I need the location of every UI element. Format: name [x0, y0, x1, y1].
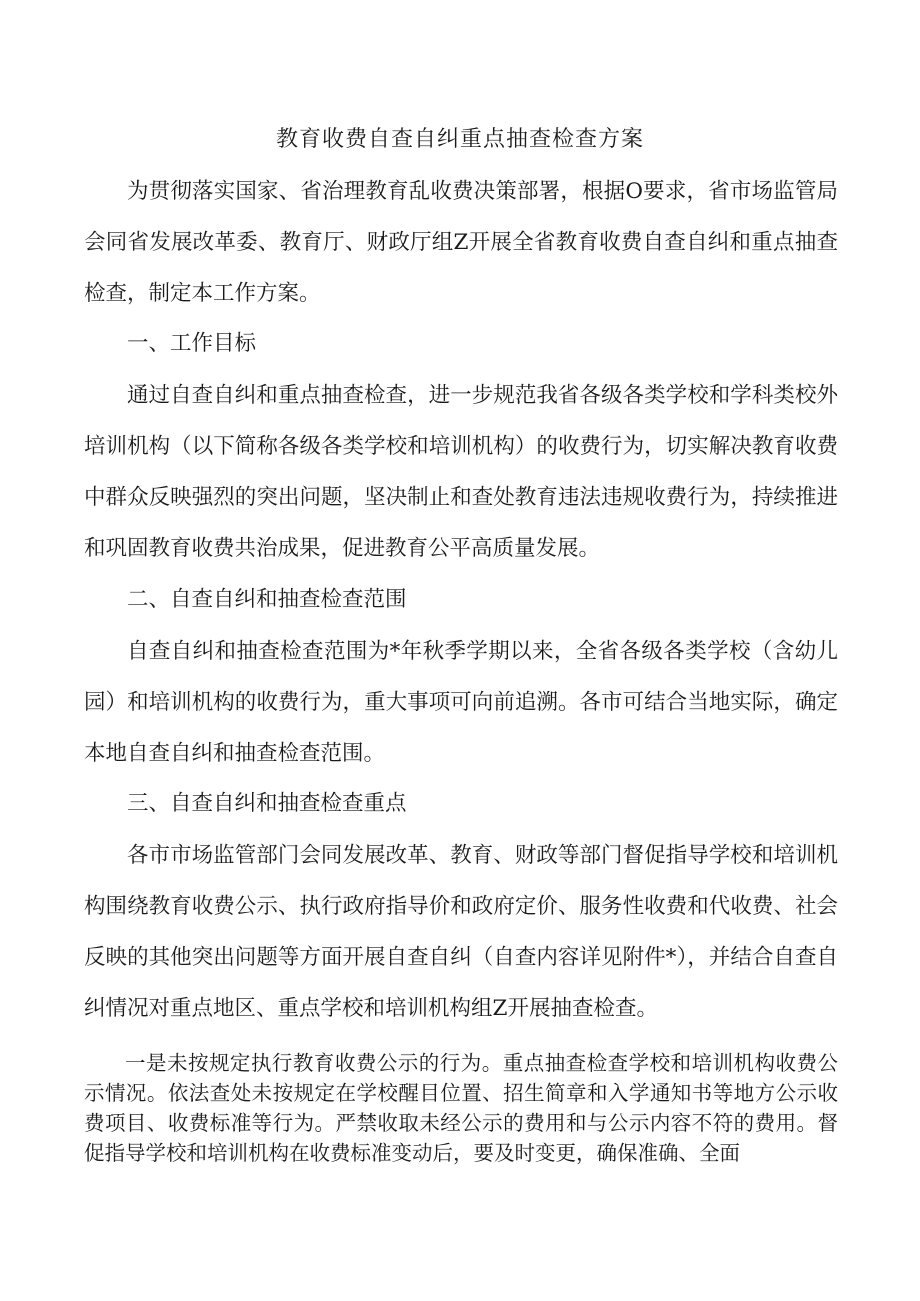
section-3-heading: 三、自查自纠和抽查检查重点 — [127, 791, 407, 816]
document-title: 教育收费自查自纠重点抽查检查方案 — [275, 127, 644, 152]
section-2-heading: 二、自查自纠和抽查检查范围 — [127, 587, 407, 612]
section-1-body: 通过自查自纠和重点抽查检查，进一步规范我省各级各类学校和学科类校外培训机构（以下简称各级各类学校和培训机构）的收费行为，切实解决教育收费中群众反映强烈的突出问题，坚决制止和查处教育违法违规收费行为，持续推进和巩固教育收费共治成果，促进教育公平高质量发展。 — [84, 383, 838, 561]
section-1-heading: 一、工作目标 — [127, 331, 257, 356]
intro-paragraph: 为贯彻落实国家、省治理教育乱收费决策部署，根据O要求，省市场监管局会同省发展改革委、教育厅、财政厅组Z开展全省教育收费自查自纠和重点抽查检查，制定本工作方案。 — [84, 179, 838, 306]
section-2-body: 自查自纠和抽查检查范围为*年秋季学期以来，全省各级各类学校（含幼儿园）和培训机构的收费行为，重大事项可向前追溯。各市可结合当地实际，确定本地自查自纠和抽查检查范围。 — [84, 639, 838, 766]
section-3-body: 各市市场监管部门会同发展改革、教育、财政等部门督促指导学校和培训机构围绕教育收费公示、执行政府指导价和政府定价、服务性收费和代收费、社会反映的其他突出问题等方面开展自查自纠（自查内容详见附件*），并结合自查自纠情况对重点地区、重点学校和培训机构组Z开展抽查检查。 — [84, 843, 838, 1021]
section-3-item-1: 一是未按规定执行教育收费公示的行为。重点抽查检查学校和培训机构收费公示情况。依法查处未按规定在学校醒目位置、招生简章和入学通知书等地方公示收费项目、收费标准等行为。严禁收取未经公示的费用和与公示内容不符的费用。督促指导学校和培训机构在收费标准变动后，要及时变更，确保准确、全面 — [84, 1051, 838, 1165]
